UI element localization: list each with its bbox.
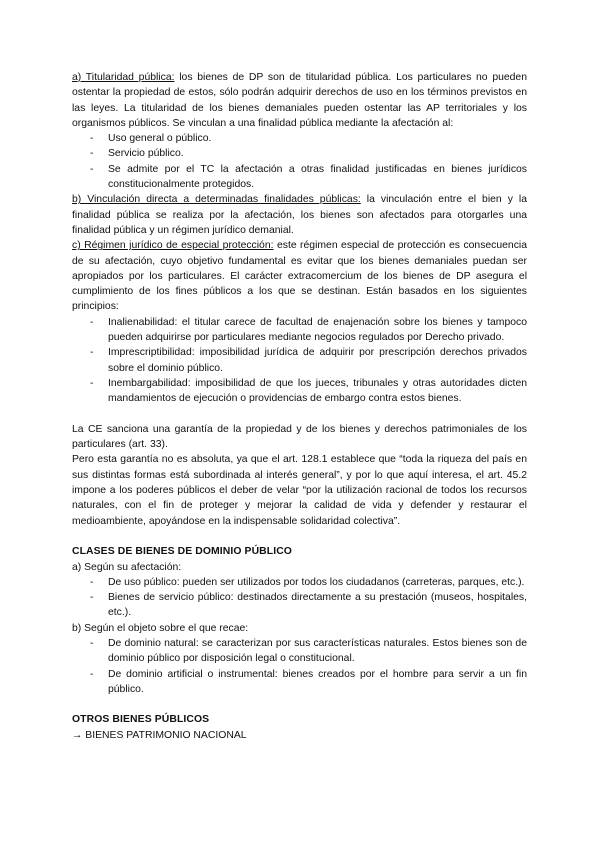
list-item: - Servicio público. — [72, 146, 527, 161]
afectacion-list — [72, 131, 527, 192]
otros-item: → BIENES PATRIMONIO NACIONAL — [72, 729, 247, 741]
list-item: - Bienes de servicio público: destinados directamente a su prestación (museos, hospitales, etc.). — [72, 590, 527, 621]
afectacion-clases-list — [72, 575, 527, 621]
titularidad-label: a) Titularidad pública: — [72, 72, 175, 83]
list-item: - De dominio artificial o instrumental: bienes creados por el hombre para servir a un fin público. — [72, 667, 527, 698]
spacer — [72, 407, 527, 422]
garantia-paragraph: Pero esta garantía no es absoluta, ya que el art. 128.1 establece que “toda la riqueza del país en sus distintas formas está subordinada al interés general”, y por lo que aquí interesa, el art. 45.2 impone a los poderes públicos el deber de velar “por la utilización racional de todos los recursos naturales, con el fin de proteger y mejorar la calidad de vida y defender y restaurar el medioambiente, apoyándose en la indispensable solidaridad colectiva”. — [72, 454, 527, 527]
list-item: - Se admite por el TC la afectación a otras finalidad justificadas en bienes jurídicos constitucionalmente protegidos. — [72, 162, 527, 193]
list-item: - Inalienabilidad: el titular carece de facultad de enajenación sobre los bienes y tampoco pueden adquirirse por particulares mediante negocios regulados por Derecho privado. — [72, 315, 527, 346]
clases-heading: CLASES DE BIENES DE DOMINIO PÚBLICO — [72, 546, 292, 558]
regimen-label: c) Régimen jurídico de especial protección: — [72, 240, 274, 252]
list-item: - Uso general o público. — [72, 131, 527, 146]
document-body — [72, 70, 527, 743]
clases-a-label: a) Según su afectación: — [72, 561, 182, 573]
list-item: - Imprescriptibilidad: imposibilidad jurídica de adquirir por prescripción derechos privados sobre el dominio público. — [72, 345, 527, 376]
list-item: - Inembargabilidad: imposibilidad de que los jueces, tribunales y otras autoridades dicten mandamientos de ejecución o providencias de embargo contra estos bienes. — [72, 376, 527, 407]
vinculacion-label: b) Vinculación directa a determinadas finalidades públicas: — [72, 194, 361, 206]
regimen-paragraph — [72, 238, 527, 314]
clases-b-label: b) Según el objeto sobre el que recae: — [72, 622, 249, 634]
titularidad-text: los bienes de DP son de titularidad pública. Los particulares no pueden ostentar la propiedad de estos, sólo podrán adquirir derechos de uso en los términos previstos en las leyes. La titularidad de los bienes demaniales pueden ostentar las AP territoriales y los organismos públicos. Se vinculan a una finalidad pública mediante la afectación al: — [72, 72, 527, 129]
regimen-text: este régimen especial de protección es consecuencia de su afectación, cuyo objetivo fundamental es evitar que los bienes demaniales puedan ser apropiados por los particulares. El carácter extracomercium de los bienes de DP asegura el cumplimiento de los fines públicos a los que se destinan. Están basados en los siguientes principios: — [72, 240, 527, 313]
titularidad-paragraph — [72, 70, 527, 131]
otros-heading: OTROS BIENES PÚBLICOS — [72, 714, 210, 726]
ce-paragraph: La CE sanciona una garantía de la propiedad y de los bienes y derechos patrimoniales de los particulares (art. 33). — [72, 423, 527, 451]
spacer — [72, 529, 527, 544]
principios-list — [72, 315, 527, 407]
vinculacion-text: la vinculación entre el bien y la finalidad pública se realiza por la afectación, los bienes son afectados para otorgarles una finalidad pública y un régimen jurídico demanial. — [72, 194, 527, 236]
objeto-clases-list — [72, 636, 527, 697]
vinculacion-paragraph — [72, 192, 527, 238]
spacer — [72, 697, 527, 712]
list-item: - De uso público: pueden ser utilizados por todos los ciudadanos (carreteras, parques, etc.). — [72, 575, 527, 590]
list-item: - De dominio natural: se caracterizan por sus características naturales. Estos bienes son de dominio público por disposición legal o constitucional. — [72, 636, 527, 667]
